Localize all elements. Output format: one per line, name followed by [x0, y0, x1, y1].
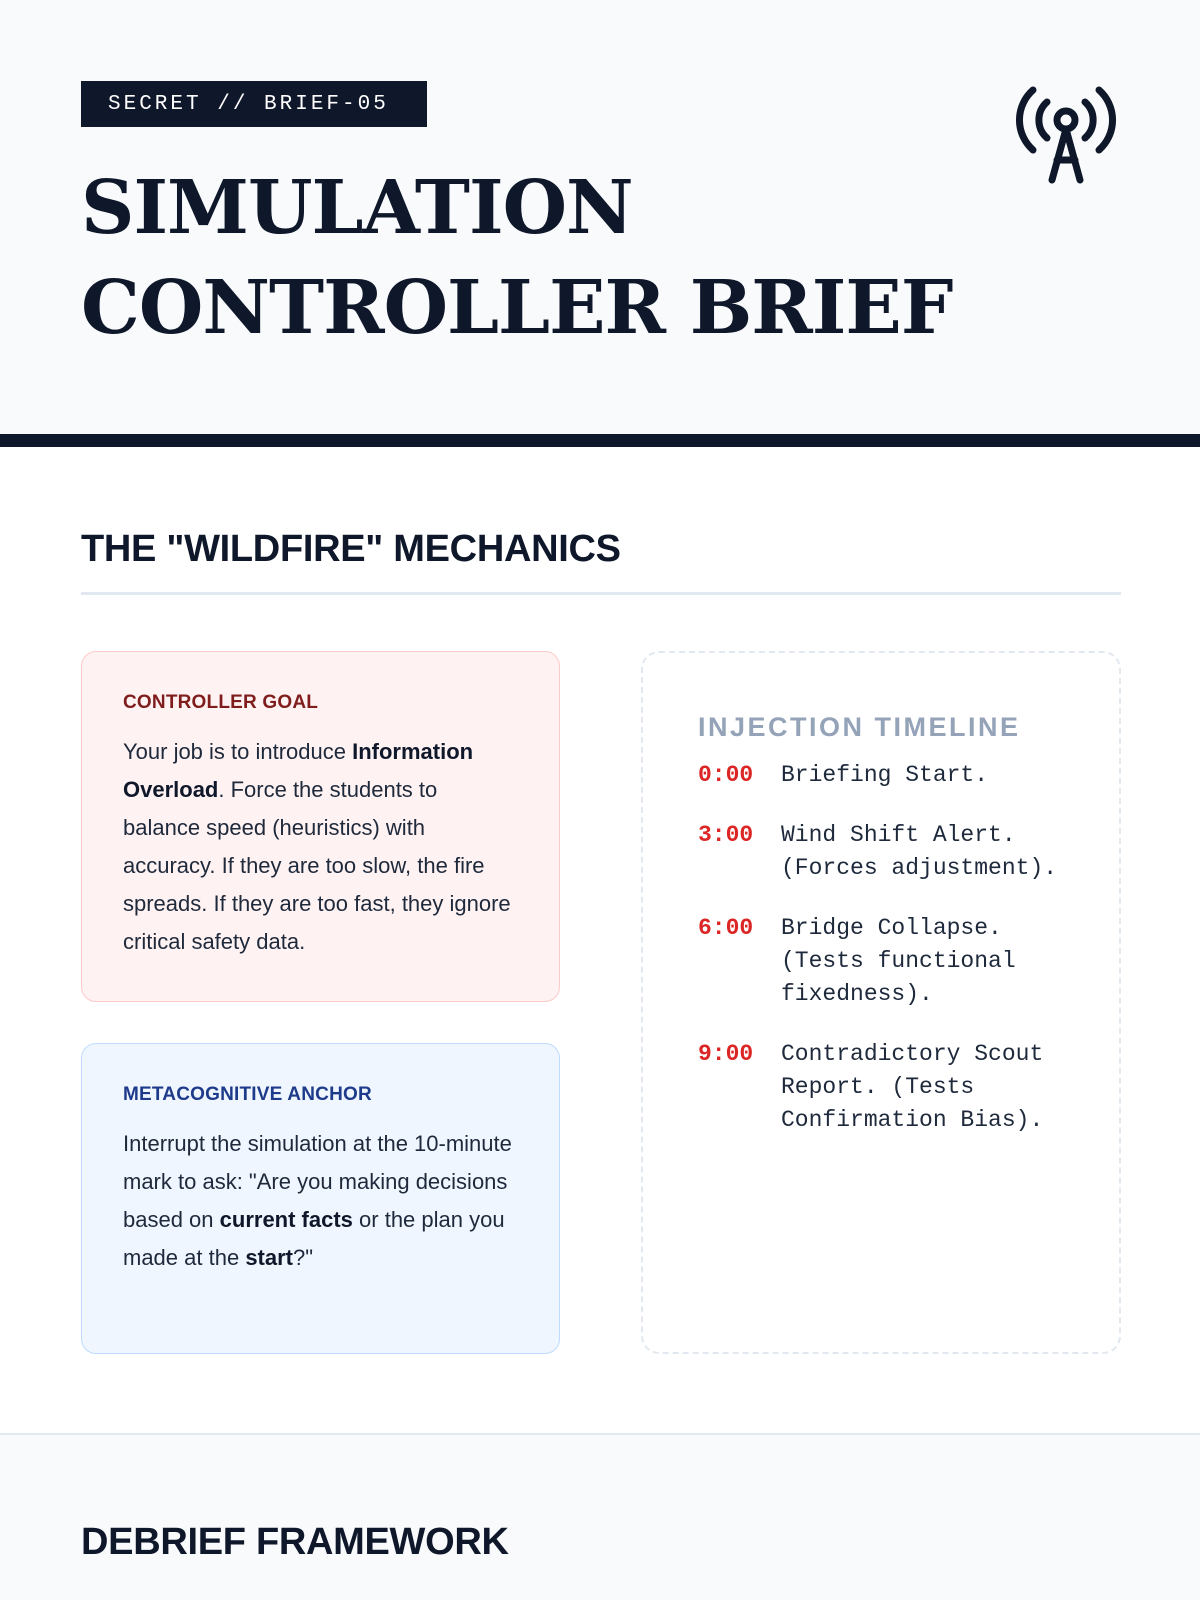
timeline-item — [698, 1038, 1089, 1137]
goal-text-part: Your job is to introduce — [123, 739, 353, 764]
page-title — [81, 158, 981, 358]
broadcast-tower-icon — [1014, 80, 1118, 186]
timeline-item — [698, 759, 1089, 792]
anchor-text-part: Interrupt the simulation at the 10-minute mark to ask: "Are you making decisions based on — [123, 1131, 512, 1232]
timeline-time: 3:00 — [698, 822, 754, 848]
timeline-text: Wind Shift Alert. (Forces adjustment). — [781, 822, 1058, 881]
timeline-item — [698, 912, 1089, 1011]
goal-text-part: . Force the students to balance speed (heuristics) with accuracy. If they are too slow, the fire spreads. If they are too fast, they ignore critical safety data. — [123, 777, 511, 954]
title-line-2: CONTROLLER BRIEF — [81, 265, 953, 351]
section-divider — [81, 592, 1121, 595]
controller-goal-label: CONTROLLER GOAL — [123, 692, 319, 713]
controller-goal-card — [81, 651, 560, 1002]
injection-timeline — [641, 651, 1121, 1354]
timeline-text: Bridge Collapse. (Tests functional fixedness). — [781, 915, 1016, 1007]
anchor-emphasis: current facts — [219, 1207, 353, 1232]
metacognitive-anchor-text — [123, 1125, 519, 1277]
metacognitive-anchor-card — [81, 1043, 560, 1354]
classification-badge: SECRET // BRIEF-05 — [81, 81, 427, 127]
timeline-text: Briefing Start. — [781, 762, 989, 788]
header-divider — [0, 434, 1200, 447]
timeline-item — [698, 819, 1089, 885]
anchor-emphasis: start — [245, 1245, 293, 1270]
timeline-text: Contradictory Scout Report. (Tests Confirmation Bias). — [781, 1041, 1044, 1133]
anchor-text-part: ?" — [293, 1245, 314, 1270]
timeline-time: 6:00 — [698, 915, 754, 941]
timeline-title: INJECTION TIMELINE — [698, 712, 1021, 742]
anchor-text-part: or the plan you made at the — [123, 1207, 505, 1270]
metacognitive-anchor-label: METACOGNITIVE ANCHOR — [123, 1084, 372, 1105]
debrief-section — [0, 1433, 1200, 1600]
timeline-time: 9:00 — [698, 1041, 754, 1067]
controller-goal-text — [123, 733, 519, 961]
debrief-title: DEBRIEF FRAMEWORK — [81, 1521, 509, 1563]
title-line-1: SIMULATION — [81, 165, 633, 251]
goal-emphasis: Information Overload — [123, 739, 474, 802]
mechanics-section-title: THE "WILDFIRE" MECHANICS — [81, 528, 621, 570]
timeline-time: 0:00 — [698, 762, 754, 788]
